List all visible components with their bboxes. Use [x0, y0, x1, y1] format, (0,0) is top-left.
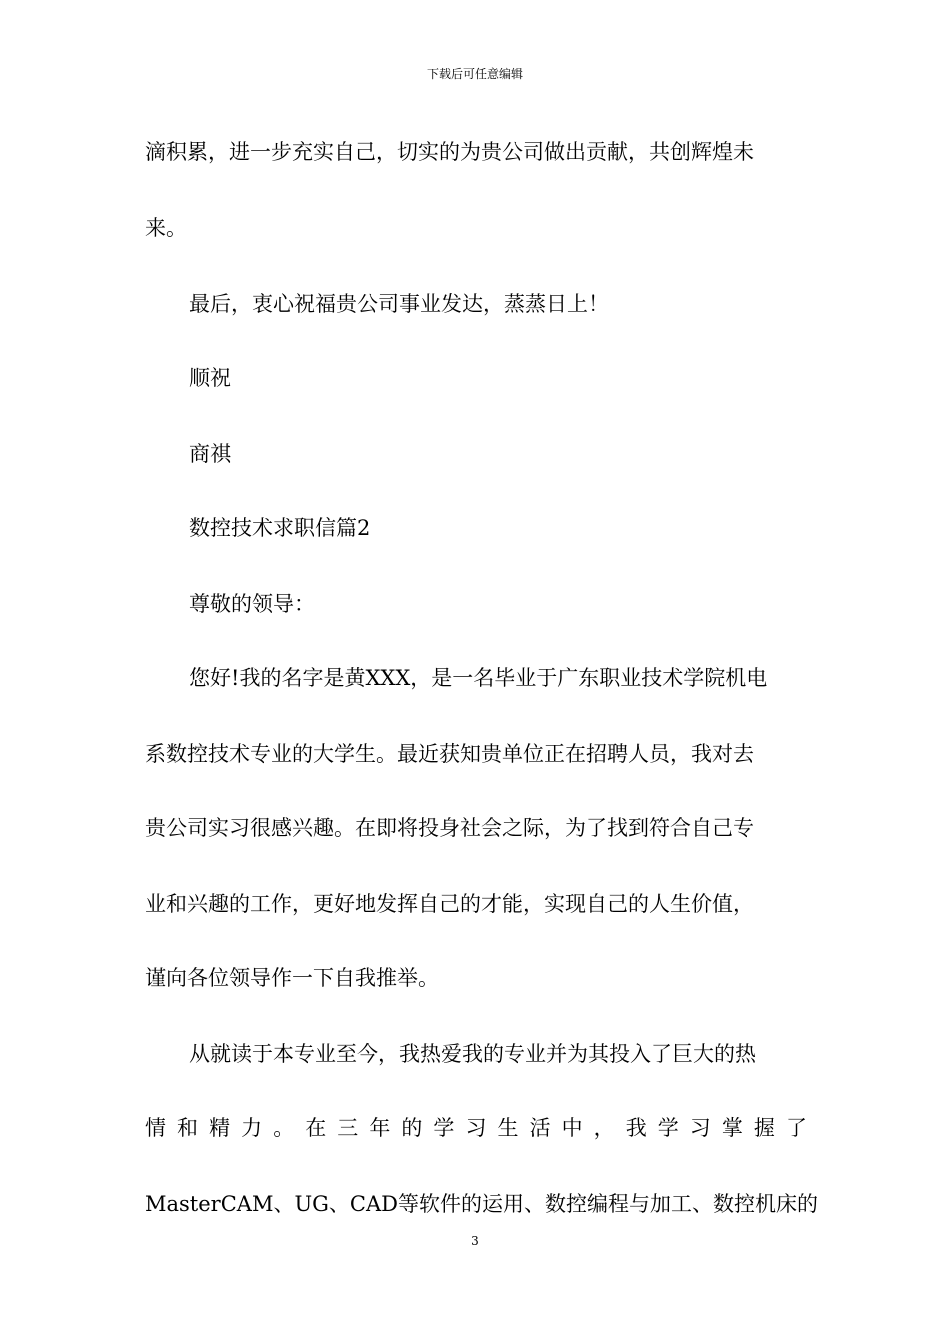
paragraph-line: 来。 [145, 216, 187, 240]
char: 的 [401, 1116, 423, 1140]
section-title: 数控技术求职信篇2 [189, 516, 371, 540]
char: 活 [529, 1116, 551, 1140]
char: 年 [369, 1116, 391, 1140]
salutation-line: 顺祝 [189, 366, 231, 390]
paragraph-line: 贵公司实习很感兴趣。在即将投身社会之际，为了找到符合自己专 [145, 816, 754, 840]
char: ， [593, 1116, 615, 1140]
char: 中 [561, 1116, 583, 1140]
salutation-line: 商祺 [189, 442, 231, 466]
char: 了 [785, 1116, 807, 1140]
char: 掌 [721, 1116, 743, 1140]
char: 习 [689, 1116, 711, 1140]
paragraph-line: 您好!我的名字是黄XXX，是一名毕业于广东职业技术学院机电 [189, 666, 768, 690]
justified-paragraph-line [145, 1108, 807, 1148]
page-number: 3 [471, 1234, 479, 1248]
char: 和 [177, 1116, 199, 1140]
paragraph-line: 系数控技术专业的大学生。最近获知贵单位正在招聘人员，我对去 [145, 742, 754, 766]
paragraph-line: 从就读于本专业至今，我热爱我的专业并为其投入了巨大的热 [189, 1042, 756, 1066]
greeting: 尊敬的领导： [189, 592, 315, 616]
paragraph-line: 谨向各位领导作一下自我推举。 [145, 966, 439, 990]
char: 三 [337, 1116, 359, 1140]
char: 力 [241, 1116, 263, 1140]
char: 在 [305, 1116, 327, 1140]
char: 。 [273, 1116, 295, 1140]
char: 生 [497, 1116, 519, 1140]
paragraph-line: MasterCAM、UG、CAD等软件的运用、数控编程与加工、数控机床的 [145, 1192, 818, 1216]
char: 学 [433, 1116, 455, 1140]
closing-wish: 最后，衷心祝福贵公司事业发达，蒸蒸日上！ [189, 292, 609, 316]
paragraph-line: 业和兴趣的工作，更好地发挥自己的才能，实现自己的人生价值， [145, 892, 754, 916]
char: 学 [657, 1116, 679, 1140]
char: 精 [209, 1116, 231, 1140]
char: 我 [625, 1116, 647, 1140]
char: 握 [753, 1116, 775, 1140]
char: 情 [145, 1116, 166, 1140]
char: 习 [465, 1116, 487, 1140]
page-header: 下载后可任意编辑 [426, 67, 523, 81]
paragraph-line: 滴积累，进一步充实自己，切实的为贵公司做出贡献，共创辉煌未 [145, 140, 754, 164]
